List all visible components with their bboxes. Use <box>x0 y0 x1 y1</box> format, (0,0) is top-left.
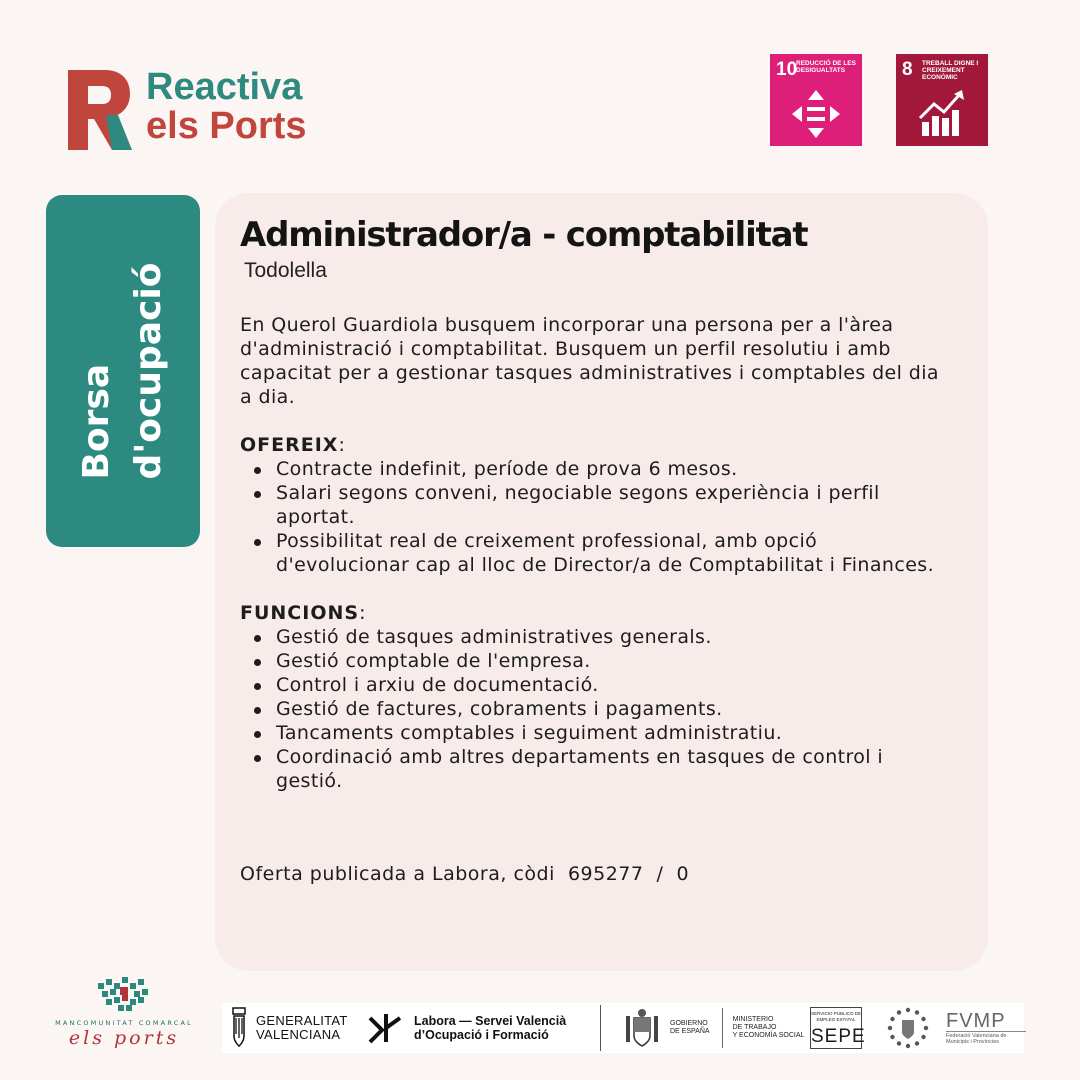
fvmp-sub-text: Federació Valenciana de Municipis i Províncies <box>946 1031 1026 1045</box>
offers-heading: OFEREIX: <box>240 434 346 456</box>
mancomunitat-logo <box>38 975 210 1055</box>
mancomunitat-bottom-text: els ports <box>68 1027 180 1049</box>
list-item: Contracte indefinit, període de prova 6 mesos. <box>276 457 940 481</box>
offers-list <box>240 457 940 577</box>
side-tab-line1: Borsa <box>76 363 117 480</box>
list-item: Gestió de tasques administratives generals. <box>276 625 940 649</box>
labora-logo <box>368 1009 566 1047</box>
labora-icon <box>368 1010 404 1046</box>
growth-chart-icon <box>916 88 968 140</box>
job-location: Todolella <box>244 259 327 282</box>
mancomunitat-top-text: MANCOMUNITAT COMARCAL <box>55 1019 193 1027</box>
functions-heading: FUNCIONS: <box>240 602 366 624</box>
ministerio-line2: DE TRABAJO <box>732 1024 777 1031</box>
logo-divider <box>600 1005 601 1051</box>
job-title: Administrador/a - comptabilitat <box>240 215 808 255</box>
offers-heading-label: OFEREIX <box>240 434 339 456</box>
fvmp-logo <box>886 1005 1026 1051</box>
fvmp-main-text: FVMP <box>946 1010 1006 1032</box>
gobierno-line1: GOBIERNO <box>670 1020 708 1027</box>
sepe-main-text: SEPE <box>811 1026 866 1047</box>
labora-line2: d’Ocupació i Formació <box>414 1028 549 1042</box>
side-tab-line2: d'ocupació <box>128 262 169 480</box>
generalitat-line2: VALENCIANA <box>256 1027 341 1042</box>
sdg-8-badge <box>896 54 988 146</box>
reactiva-logo <box>66 68 307 158</box>
job-intro: En Querol Guardiola busquem incorporar una persona per a l'àrea d'administració i comptabilitat. Busquem un perfil resolutiu i amb capacitat per a gestionar tasques administratives i comptables del dia a dia. <box>240 314 939 408</box>
spain-coat-of-arms-icon <box>624 1008 660 1048</box>
sdg-10-label: REDUCCIÓ DE LES DESIGUALTATS <box>796 60 856 74</box>
generalitat-logo <box>230 1005 348 1051</box>
sdg-10-badge <box>770 54 862 146</box>
sponsor-logos <box>0 975 1080 1065</box>
list-item: Tancaments comptables i seguiment administratiu. <box>276 721 940 745</box>
gobierno-divider <box>722 1008 723 1048</box>
gobierno-logo <box>624 1005 804 1051</box>
equality-icon <box>790 88 842 140</box>
r-logo-icon <box>66 68 134 152</box>
side-tab-text <box>71 263 175 480</box>
labora-line1: Labora — Servei Valencià <box>414 1014 567 1028</box>
list-item: Salari segons conveni, negociable segons experiència i perfil aportat. <box>276 481 940 529</box>
generalitat-line1: GENERALITAT <box>256 1013 348 1028</box>
sdg-8-label: TREBALL DIGNE I CREIXEMENT ECONÒMIC <box>922 60 979 81</box>
offer-reference: Oferta publicada a Labora, còdi 695277 / 0 <box>240 863 690 885</box>
sdg-10-number: 10 <box>776 59 798 80</box>
fvmp-stars-icon <box>886 1006 930 1050</box>
ministerio-line3: Y ECONOMÍA SOCIAL <box>732 1032 805 1039</box>
functions-heading-label: FUNCIONS <box>240 602 360 624</box>
functions-list <box>240 625 940 793</box>
generalitat-shield-icon <box>230 1006 248 1050</box>
side-tab <box>46 195 200 547</box>
list-item: Control i arxiu de documentació. <box>276 673 940 697</box>
gobierno-line2: DE ESPAÑA <box>670 1028 710 1035</box>
sepe-top-text: SERVICIO PÚBLICO DE EMPLEO ESTATAL <box>811 1011 861 1022</box>
list-item: Possibilitat real de creixement professional, amb opció d'evolucionar cap al lloc de Director/a de Comptabilitat i Finances. <box>276 529 940 577</box>
list-item: Gestió comptable de l'empresa. <box>276 649 940 673</box>
job-description <box>240 313 940 793</box>
sdg-8-number: 8 <box>902 59 913 80</box>
ministerio-line1: MINISTERIO <box>732 1016 774 1023</box>
list-item: Gestió de factures, cobraments i pagaments. <box>276 697 940 721</box>
sepe-logo <box>810 1007 866 1049</box>
brand-line2: els Ports <box>146 105 307 147</box>
brand-line1: Reactiva <box>146 66 303 108</box>
list-item: Coordinació amb altres departaments en tasques de control i gestió. <box>276 745 940 793</box>
mancomunitat-icon <box>92 975 156 1015</box>
